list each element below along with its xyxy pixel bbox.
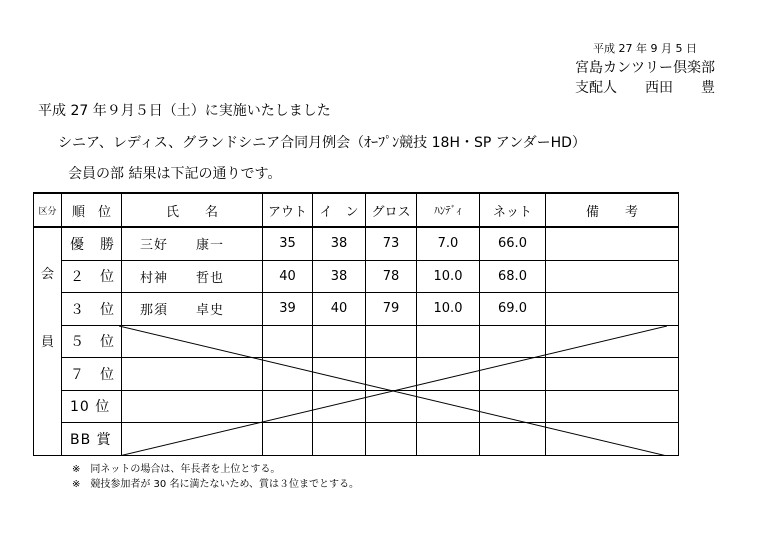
header-kubun: 区分 [34,193,62,227]
hdcp-cell: 10.0 [417,260,480,293]
header-rank: 順 位 [62,193,122,227]
table-row [34,293,679,326]
table-row [34,260,679,293]
note-cell [546,293,679,326]
document-date: 平成 27 年 9 月 5 日 [593,42,697,55]
manager-name: 西田 豊 [645,80,715,96]
category-char: 会 [40,267,54,282]
club-name: 宮島カンツリー倶楽部 [575,60,715,76]
results-note: 会員の部 結果は下記の通りです。 [68,166,282,182]
header-out: アウト [263,193,313,227]
name-cell: 三好 康一 [122,227,263,260]
gross-cell: 78 [366,260,417,293]
rank-cell: ５ 位 [62,325,122,358]
header-hdcp: ﾊﾝﾃﾞｨ [417,193,480,227]
event-title: シニア、レディス、グランドシニア合同月例会（ｵｰﾌﾟﾝ競技 18H・SP アンダーHD） [58,135,586,151]
name-cell: 那須 卓史 [122,293,263,326]
rank-cell: ３ 位 [62,293,122,326]
rank-cell: ２ 位 [62,260,122,293]
hdcp-cell: 7.0 [417,227,480,260]
category-char: 員 [40,335,54,350]
intro-text: 平成 27 年９月５日（土）に実施いたしました [38,103,331,119]
footnote-tie-rule: ※ 同ネットの場合は、年長者を上位とする。 [72,464,281,475]
out-cell: 35 [263,227,313,260]
in-cell: 38 [313,260,366,293]
table-row [34,227,679,260]
out-cell: 39 [263,293,313,326]
out-cell: 40 [263,260,313,293]
manager-title: 支配人 [575,80,617,96]
manager-line [575,77,715,97]
in-cell: 38 [313,227,366,260]
hdcp-cell: 10.0 [417,293,480,326]
note-cell [546,227,679,260]
in-cell: 40 [313,293,366,326]
category-cell [34,227,62,455]
rank-cell: ７ 位 [62,358,122,391]
name-cell: 村神 哲也 [122,260,263,293]
header-net: ネット [480,193,546,227]
net-cell: 68.0 [480,260,546,293]
header-note: 備 考 [546,193,679,227]
header-in: イ ン [313,193,366,227]
header-gross: グロス [366,193,417,227]
gross-cell: 79 [366,293,417,326]
note-cell [546,260,679,293]
net-cell: 66.0 [480,227,546,260]
gross-cell: 73 [366,227,417,260]
rank-cell: BB 賞 [62,423,122,456]
table-header-row [34,193,679,227]
rank-cell: 優 勝 [62,227,122,260]
footnote-prize-rule: ※ 競技参加者が 30 名に満たないため、賞は３位までとする。 [72,479,360,490]
rank-cell: 10 位 [62,390,122,423]
void-cross-lines [119,326,667,456]
header-name: 氏 名 [122,193,263,227]
net-cell: 69.0 [480,293,546,326]
